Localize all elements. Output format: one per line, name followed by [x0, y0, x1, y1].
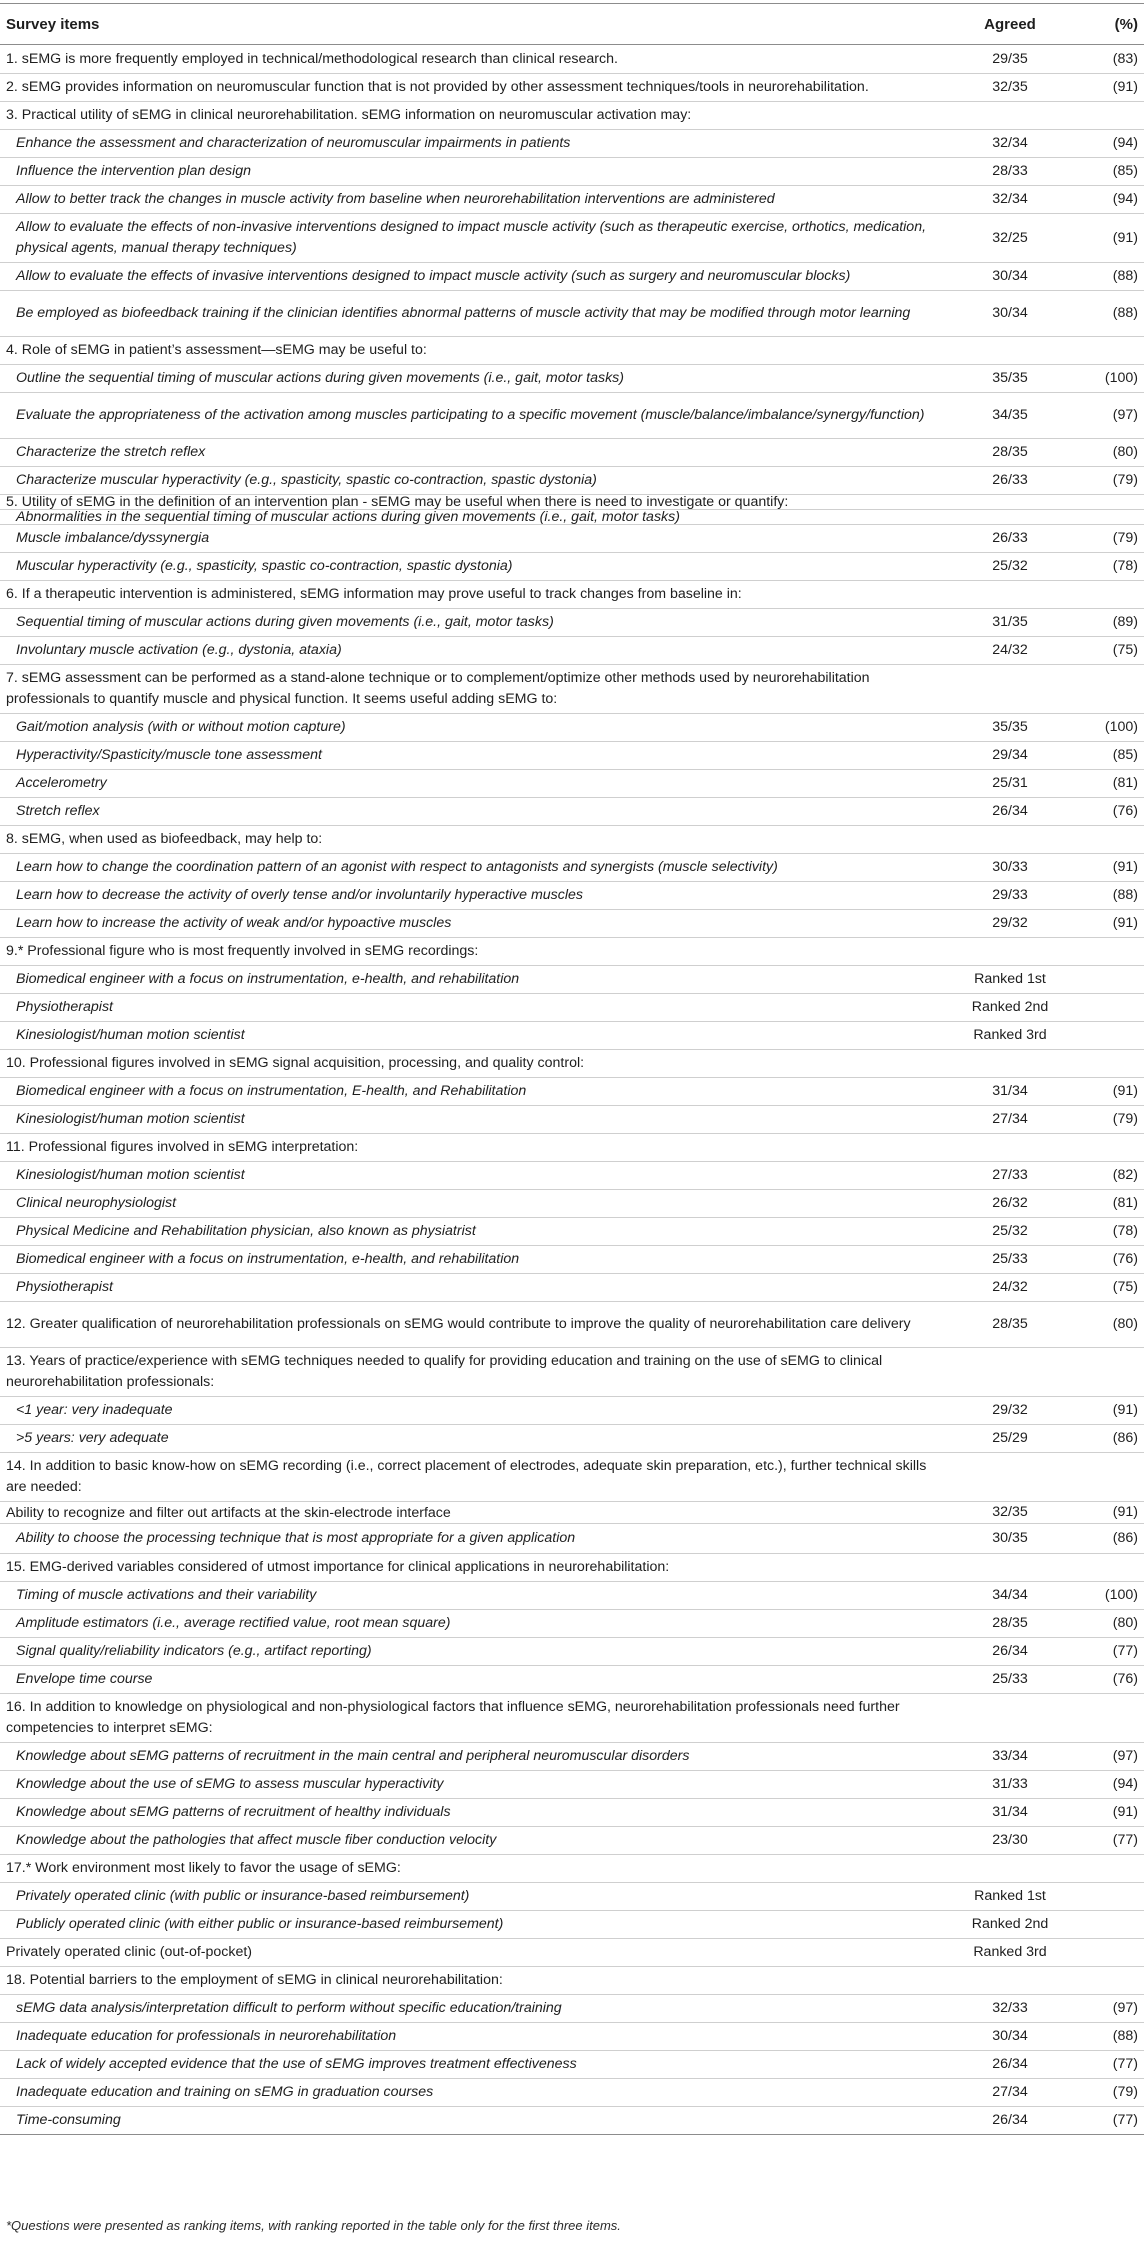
percent-value	[1070, 1911, 1144, 1939]
survey-item-text: >5 years: very adequate	[0, 1425, 950, 1453]
agreed-value: 32/25	[950, 214, 1070, 263]
survey-item-text: Muscular hyperactivity (e.g., spasticity, spastic co-contraction, spastic dystonia)	[0, 553, 950, 581]
percent-value: (91)	[1070, 214, 1144, 263]
percent-value: (94)	[1070, 130, 1144, 158]
percent-value: (79)	[1070, 525, 1144, 553]
table-row	[0, 609, 1144, 637]
table-row	[0, 1397, 1144, 1425]
table-row	[0, 1799, 1144, 1827]
agreed-value: 34/34	[950, 1582, 1070, 1610]
percent-value: (85)	[1070, 158, 1144, 186]
percent-value	[1070, 510, 1144, 525]
survey-item-text: Involuntary muscle activation (e.g., dystonia, ataxia)	[0, 637, 950, 665]
agreed-value: 31/34	[950, 1799, 1070, 1827]
table-row	[0, 1078, 1144, 1106]
agreed-value: 31/35	[950, 609, 1070, 637]
percent-value: (75)	[1070, 637, 1144, 665]
survey-item-text: Privately operated clinic (out-of-pocket)	[0, 1939, 950, 1967]
percent-value: (88)	[1070, 263, 1144, 291]
agreed-value: 27/33	[950, 1162, 1070, 1190]
agreed-value	[950, 581, 1070, 609]
survey-item-text: 6. If a therapeutic intervention is administered, sEMG information may prove useful to track changes from baseline in:	[0, 581, 950, 609]
agreed-value: Ranked 1st	[950, 966, 1070, 994]
survey-item-text: Envelope time course	[0, 1666, 950, 1694]
survey-item-text: sEMG data analysis/interpretation difficult to perform without specific education/training	[0, 1995, 950, 2023]
agreed-value	[950, 826, 1070, 854]
percent-value: (91)	[1070, 854, 1144, 882]
header-survey-items: Survey items	[0, 4, 950, 45]
percent-value	[1070, 966, 1144, 994]
agreed-value	[950, 938, 1070, 966]
table-row	[0, 1453, 1144, 1502]
percent-value	[1070, 1453, 1144, 1502]
survey-item-text: Evaluate the appropriateness of the activation among muscles participating to a specific movement (muscle/balance/imbalance/synergy/function)	[0, 393, 950, 439]
agreed-value	[950, 665, 1070, 714]
agreed-value: 34/35	[950, 393, 1070, 439]
table-row	[0, 1554, 1144, 1582]
agreed-value: Ranked 2nd	[950, 1911, 1070, 1939]
percent-value	[1070, 102, 1144, 130]
percent-value	[1070, 337, 1144, 365]
table-row	[0, 1771, 1144, 1799]
agreed-value: 28/33	[950, 158, 1070, 186]
table-row	[0, 938, 1144, 966]
survey-item-text: Stretch reflex	[0, 798, 950, 826]
survey-item-text: Biomedical engineer with a focus on instrumentation, e-health, and rehabilitation	[0, 1246, 950, 1274]
agreed-value: 24/32	[950, 637, 1070, 665]
percent-value	[1070, 1022, 1144, 1050]
survey-item-text: Enhance the assessment and characterization of neuromuscular impairments in patients	[0, 130, 950, 158]
table-row	[0, 994, 1144, 1022]
table-row	[0, 1524, 1144, 1554]
table-row	[0, 910, 1144, 938]
agreed-value	[950, 510, 1070, 525]
survey-item-text: Timing of muscle activations and their variability	[0, 1582, 950, 1610]
percent-value: (97)	[1070, 1743, 1144, 1771]
survey-item-text: 14. In addition to basic know-how on sEMG recording (i.e., correct placement of electrodes, adequate skin preparation, etc.), further technical skills are needed:	[0, 1453, 950, 1502]
survey-item-text: Kinesiologist/human motion scientist	[0, 1022, 950, 1050]
agreed-value	[950, 1134, 1070, 1162]
percent-value: (77)	[1070, 1638, 1144, 1666]
percent-value: (76)	[1070, 798, 1144, 826]
table-row	[0, 102, 1144, 130]
survey-item-text: 12. Greater qualification of neurorehabilitation professionals on sEMG would contribute to improve the quality of neurorehabilitation care delivery	[0, 1302, 950, 1348]
survey-item-text: Inadequate education and training on sEMG in graduation courses	[0, 2079, 950, 2107]
table-row	[0, 74, 1144, 102]
agreed-value: 30/35	[950, 1524, 1070, 1554]
percent-value: (77)	[1070, 2051, 1144, 2079]
survey-item-text: Influence the intervention plan design	[0, 158, 950, 186]
percent-value: (97)	[1070, 1995, 1144, 2023]
survey-item-text: 1. sEMG is more frequently employed in technical/methodological research than clinical research.	[0, 45, 950, 74]
agreed-value: Ranked 2nd	[950, 994, 1070, 1022]
survey-item-text: Ability to recognize and filter out artifacts at the skin-electrode interface	[0, 1502, 950, 1524]
table-row	[0, 1425, 1144, 1453]
agreed-value: 25/29	[950, 1425, 1070, 1453]
table-row	[0, 1162, 1144, 1190]
table-row	[0, 665, 1144, 714]
agreed-value: 30/34	[950, 291, 1070, 337]
percent-value: (79)	[1070, 467, 1144, 495]
percent-value: (86)	[1070, 1524, 1144, 1554]
survey-item-text: Allow to better track the changes in muscle activity from baseline when neurorehabilitation interventions are administered	[0, 186, 950, 214]
agreed-value: 26/33	[950, 525, 1070, 553]
survey-item-text: Learn how to decrease the activity of overly tense and/or involuntarily hyperactive muscles	[0, 882, 950, 910]
percent-value	[1070, 665, 1144, 714]
agreed-value: 31/33	[950, 1771, 1070, 1799]
agreed-value	[950, 1855, 1070, 1883]
table-row	[0, 1106, 1144, 1134]
survey-item-text: 9.* Professional figure who is most frequently involved in sEMG recordings:	[0, 938, 950, 966]
percent-value: (91)	[1070, 74, 1144, 102]
percent-value	[1070, 826, 1144, 854]
table-row	[0, 2107, 1144, 2135]
table-row	[0, 714, 1144, 742]
agreed-value: 25/32	[950, 553, 1070, 581]
agreed-value: 26/33	[950, 467, 1070, 495]
agreed-value: Ranked 1st	[950, 1883, 1070, 1911]
percent-value: (81)	[1070, 1190, 1144, 1218]
percent-value: (100)	[1070, 365, 1144, 393]
table-header-row	[0, 4, 1144, 45]
table-row	[0, 1134, 1144, 1162]
percent-value	[1070, 495, 1144, 510]
table-row	[0, 337, 1144, 365]
survey-item-text: 10. Professional figures involved in sEMG signal acquisition, processing, and quality control:	[0, 1050, 950, 1078]
agreed-value	[950, 1348, 1070, 1397]
table-row	[0, 1694, 1144, 1743]
percent-value: (89)	[1070, 609, 1144, 637]
survey-item-text: Sequential timing of muscular actions during given movements (i.e., gait, motor tasks)	[0, 609, 950, 637]
agreed-value: 30/34	[950, 2023, 1070, 2051]
table-row	[0, 882, 1144, 910]
table-row	[0, 263, 1144, 291]
table-row	[0, 1939, 1144, 1967]
survey-item-text: Allow to evaluate the effects of invasive interventions designed to impact muscle activity (such as surgery and neuromuscular blocks)	[0, 263, 950, 291]
table-row	[0, 2023, 1144, 2051]
survey-item-text: Lack of widely accepted evidence that the use of sEMG improves treatment effectiveness	[0, 2051, 950, 2079]
survey-item-text: Ability to choose the processing technique that is most appropriate for a given application	[0, 1524, 950, 1554]
table-row	[0, 770, 1144, 798]
percent-value	[1070, 1694, 1144, 1743]
table-row	[0, 854, 1144, 882]
percent-value: (76)	[1070, 1666, 1144, 1694]
agreed-value: 23/30	[950, 1827, 1070, 1855]
percent-value: (88)	[1070, 882, 1144, 910]
percent-value	[1070, 1855, 1144, 1883]
agreed-value: 26/34	[950, 2107, 1070, 2135]
agreed-value: 33/34	[950, 1743, 1070, 1771]
table-row	[0, 467, 1144, 495]
survey-item-text: Gait/motion analysis (with or without motion capture)	[0, 714, 950, 742]
survey-item-text: Kinesiologist/human motion scientist	[0, 1162, 950, 1190]
survey-item-text: 16. In addition to knowledge on physiological and non-physiological factors that influence sEMG, neurorehabilitation professionals need further competencies to interpret sEMG:	[0, 1694, 950, 1743]
survey-item-text: Knowledge about sEMG patterns of recruitment in the main central and peripheral neuromuscular disorders	[0, 1743, 950, 1771]
agreed-value	[950, 495, 1070, 510]
table-row	[0, 1967, 1144, 1995]
percent-value: (100)	[1070, 1582, 1144, 1610]
agreed-value	[950, 102, 1070, 130]
table-row	[0, 158, 1144, 186]
table-row	[0, 130, 1144, 158]
percent-value: (91)	[1070, 1799, 1144, 1827]
survey-item-text: Physical Medicine and Rehabilitation physician, also known as physiatrist	[0, 1218, 950, 1246]
survey-item-text: 5. Utility of sEMG in the definition of an intervention plan - sEMG may be useful when there is need to investigate or quantify:	[0, 495, 950, 510]
survey-item-text: Characterize muscular hyperactivity (e.g., spasticity, spastic co-contraction, spastic dystonia)	[0, 467, 950, 495]
percent-value: (91)	[1070, 910, 1144, 938]
agreed-value	[950, 1050, 1070, 1078]
table-row	[0, 525, 1144, 553]
percent-value: (80)	[1070, 1610, 1144, 1638]
table-row	[0, 439, 1144, 467]
percent-value	[1070, 1883, 1144, 1911]
percent-value	[1070, 1967, 1144, 1995]
table-row	[0, 365, 1144, 393]
table-row	[0, 1995, 1144, 2023]
table-row	[0, 510, 1144, 525]
header-percent: (%)	[1070, 4, 1144, 45]
table-row	[0, 1855, 1144, 1883]
percent-value: (85)	[1070, 742, 1144, 770]
agreed-value: 24/32	[950, 1274, 1070, 1302]
table-row	[0, 1348, 1144, 1397]
table-row	[0, 1827, 1144, 1855]
survey-item-text: 7. sEMG assessment can be performed as a stand-alone technique or to complement/optimize other methods used by neurorehabilitation professionals to quantify muscle and physical function. It seems useful adding sEMG to:	[0, 665, 950, 714]
agreed-value: 25/31	[950, 770, 1070, 798]
agreed-value: 26/32	[950, 1190, 1070, 1218]
survey-item-text: Privately operated clinic (with public or insurance-based reimbursement)	[0, 1883, 950, 1911]
percent-value: (86)	[1070, 1425, 1144, 1453]
table-row	[0, 1911, 1144, 1939]
survey-item-text: Hyperactivity/Spasticity/muscle tone assessment	[0, 742, 950, 770]
agreed-value: 35/35	[950, 714, 1070, 742]
survey-item-text: Amplitude estimators (i.e., average rectified value, root mean square)	[0, 1610, 950, 1638]
survey-item-text: <1 year: very inadequate	[0, 1397, 950, 1425]
survey-item-text: Allow to evaluate the effects of non-invasive interventions designed to impact muscle activity (such as therapeutic exercise, orthotics, medication, physical agents, manual therapy techniques)	[0, 214, 950, 263]
percent-value: (80)	[1070, 439, 1144, 467]
percent-value: (88)	[1070, 291, 1144, 337]
table-row	[0, 1274, 1144, 1302]
agreed-value: 28/35	[950, 1610, 1070, 1638]
percent-value: (83)	[1070, 45, 1144, 74]
agreed-value: 28/35	[950, 439, 1070, 467]
survey-item-text: Kinesiologist/human motion scientist	[0, 1106, 950, 1134]
agreed-value: 26/34	[950, 2051, 1070, 2079]
percent-value	[1070, 938, 1144, 966]
table-row	[0, 1190, 1144, 1218]
percent-value: (78)	[1070, 553, 1144, 581]
table-row	[0, 581, 1144, 609]
survey-item-text: Knowledge about sEMG patterns of recruitment of healthy individuals	[0, 1799, 950, 1827]
survey-item-text: Physiotherapist	[0, 1274, 950, 1302]
table-row	[0, 495, 1144, 510]
percent-value: (77)	[1070, 1827, 1144, 1855]
agreed-value: 30/33	[950, 854, 1070, 882]
survey-item-text: Knowledge about the pathologies that affect muscle fiber conduction velocity	[0, 1827, 950, 1855]
table-row	[0, 291, 1144, 337]
table-row	[0, 1218, 1144, 1246]
survey-item-text: Learn how to change the coordination pattern of an agonist with respect to antagonists and synergists (muscle selectivity)	[0, 854, 950, 882]
percent-value	[1070, 581, 1144, 609]
percent-value	[1070, 994, 1144, 1022]
agreed-value: 25/33	[950, 1246, 1070, 1274]
percent-value: (76)	[1070, 1246, 1144, 1274]
survey-item-text: 2. sEMG provides information on neuromuscular function that is not provided by other assessment techniques/tools in neurorehabilitation.	[0, 74, 950, 102]
table-row	[0, 214, 1144, 263]
agreed-value: 26/34	[950, 1638, 1070, 1666]
percent-value: (100)	[1070, 714, 1144, 742]
percent-value: (88)	[1070, 2023, 1144, 2051]
agreed-value: 25/32	[950, 1218, 1070, 1246]
agreed-value: 32/34	[950, 130, 1070, 158]
table-row	[0, 2079, 1144, 2107]
agreed-value: 29/32	[950, 910, 1070, 938]
percent-value	[1070, 1050, 1144, 1078]
percent-value: (79)	[1070, 1106, 1144, 1134]
survey-item-text: 15. EMG-derived variables considered of utmost importance for clinical applications in neurorehabilitation:	[0, 1554, 950, 1582]
agreed-value: 29/34	[950, 742, 1070, 770]
percent-value	[1070, 1348, 1144, 1397]
table-row	[0, 1883, 1144, 1911]
survey-item-text: Time-consuming	[0, 2107, 950, 2135]
survey-item-text: Publicly operated clinic (with either public or insurance-based reimbursement)	[0, 1911, 950, 1939]
percent-value: (97)	[1070, 393, 1144, 439]
percent-value: (77)	[1070, 2107, 1144, 2135]
agreed-value: 32/34	[950, 186, 1070, 214]
agreed-value: 31/34	[950, 1078, 1070, 1106]
table-row	[0, 1582, 1144, 1610]
agreed-value: 28/35	[950, 1302, 1070, 1348]
table-row	[0, 553, 1144, 581]
table-row	[0, 2051, 1144, 2079]
agreed-value	[950, 1694, 1070, 1743]
survey-item-text: 13. Years of practice/experience with sEMG techniques needed to qualify for providing education and training on the use of sEMG to clinical neurorehabilitation professionals:	[0, 1348, 950, 1397]
percent-value: (78)	[1070, 1218, 1144, 1246]
percent-value: (94)	[1070, 1771, 1144, 1799]
table-row	[0, 1246, 1144, 1274]
survey-item-text: Biomedical engineer with a focus on instrumentation, E-health, and Rehabilitation	[0, 1078, 950, 1106]
percent-value: (75)	[1070, 1274, 1144, 1302]
agreed-value	[950, 1967, 1070, 1995]
table-row	[0, 742, 1144, 770]
table-row	[0, 1743, 1144, 1771]
table-row	[0, 1502, 1144, 1524]
percent-value	[1070, 1134, 1144, 1162]
percent-value: (81)	[1070, 770, 1144, 798]
percent-value: (91)	[1070, 1397, 1144, 1425]
table-row	[0, 1666, 1144, 1694]
survey-item-text: 18. Potential barriers to the employment of sEMG in clinical neurorehabilitation:	[0, 1967, 950, 1995]
survey-item-text: Abnormalities in the sequential timing of muscular actions during given movements (i.e., gait, motor tasks)	[0, 510, 950, 525]
survey-item-text: 3. Practical utility of sEMG in clinical neurorehabilitation. sEMG information on neuromuscular activation may:	[0, 102, 950, 130]
agreed-value: Ranked 3rd	[950, 1939, 1070, 1967]
survey-item-text: 11. Professional figures involved in sEMG interpretation:	[0, 1134, 950, 1162]
percent-value: (91)	[1070, 1502, 1144, 1524]
survey-item-text: 17.* Work environment most likely to favor the usage of sEMG:	[0, 1855, 950, 1883]
table-row	[0, 826, 1144, 854]
survey-item-text: 4. Role of sEMG in patient’s assessment—sEMG may be useful to:	[0, 337, 950, 365]
agreed-value	[950, 1453, 1070, 1502]
survey-item-text: Clinical neurophysiologist	[0, 1190, 950, 1218]
table-row	[0, 1050, 1144, 1078]
percent-value: (91)	[1070, 1078, 1144, 1106]
agreed-value: 27/34	[950, 1106, 1070, 1134]
table-row	[0, 393, 1144, 439]
survey-item-text: Knowledge about the use of sEMG to assess muscular hyperactivity	[0, 1771, 950, 1799]
survey-item-text: Physiotherapist	[0, 994, 950, 1022]
agreed-value: 27/34	[950, 2079, 1070, 2107]
agreed-value: 32/35	[950, 1502, 1070, 1524]
table-row	[0, 798, 1144, 826]
agreed-value: 29/35	[950, 45, 1070, 74]
table-row	[0, 966, 1144, 994]
agreed-value: Ranked 3rd	[950, 1022, 1070, 1050]
table-row	[0, 1302, 1144, 1348]
percent-value: (80)	[1070, 1302, 1144, 1348]
agreed-value: 30/34	[950, 263, 1070, 291]
table-body	[0, 45, 1144, 2135]
agreed-value	[950, 1554, 1070, 1582]
percent-value: (82)	[1070, 1162, 1144, 1190]
agreed-value	[950, 337, 1070, 365]
agreed-value: 26/34	[950, 798, 1070, 826]
table-row	[0, 1638, 1144, 1666]
survey-table	[0, 3, 1144, 2135]
survey-item-text: Learn how to increase the activity of weak and/or hypoactive muscles	[0, 910, 950, 938]
agreed-value: 29/33	[950, 882, 1070, 910]
table-row	[0, 637, 1144, 665]
table-footnote: *Questions were presented as ranking items, with ranking reported in the table only for the first three items.	[6, 2218, 621, 2233]
table-row	[0, 1610, 1144, 1638]
percent-value: (94)	[1070, 186, 1144, 214]
header-agreed: Agreed	[950, 4, 1070, 45]
agreed-value: 35/35	[950, 365, 1070, 393]
agreed-value: 29/32	[950, 1397, 1070, 1425]
survey-item-text: Outline the sequential timing of muscular actions during given movements (i.e., gait, motor tasks)	[0, 365, 950, 393]
percent-value	[1070, 1554, 1144, 1582]
survey-item-text: Inadequate education for professionals in neurorehabilitation	[0, 2023, 950, 2051]
survey-item-text: Accelerometry	[0, 770, 950, 798]
table-row	[0, 186, 1144, 214]
table-row	[0, 45, 1144, 74]
survey-item-text: Be employed as biofeedback training if the clinician identifies abnormal patterns of muscle activity that may be modified through motor learning	[0, 291, 950, 337]
agreed-value: 32/33	[950, 1995, 1070, 2023]
survey-item-text: Signal quality/reliability indicators (e.g., artifact reporting)	[0, 1638, 950, 1666]
agreed-value: 25/33	[950, 1666, 1070, 1694]
percent-value: (79)	[1070, 2079, 1144, 2107]
survey-item-text: Characterize the stretch reflex	[0, 439, 950, 467]
survey-item-text: Muscle imbalance/dyssynergia	[0, 525, 950, 553]
agreed-value: 32/35	[950, 74, 1070, 102]
percent-value	[1070, 1939, 1144, 1967]
table-row	[0, 1022, 1144, 1050]
survey-item-text: 8. sEMG, when used as biofeedback, may help to:	[0, 826, 950, 854]
survey-item-text: Biomedical engineer with a focus on instrumentation, e-health, and rehabilitation	[0, 966, 950, 994]
